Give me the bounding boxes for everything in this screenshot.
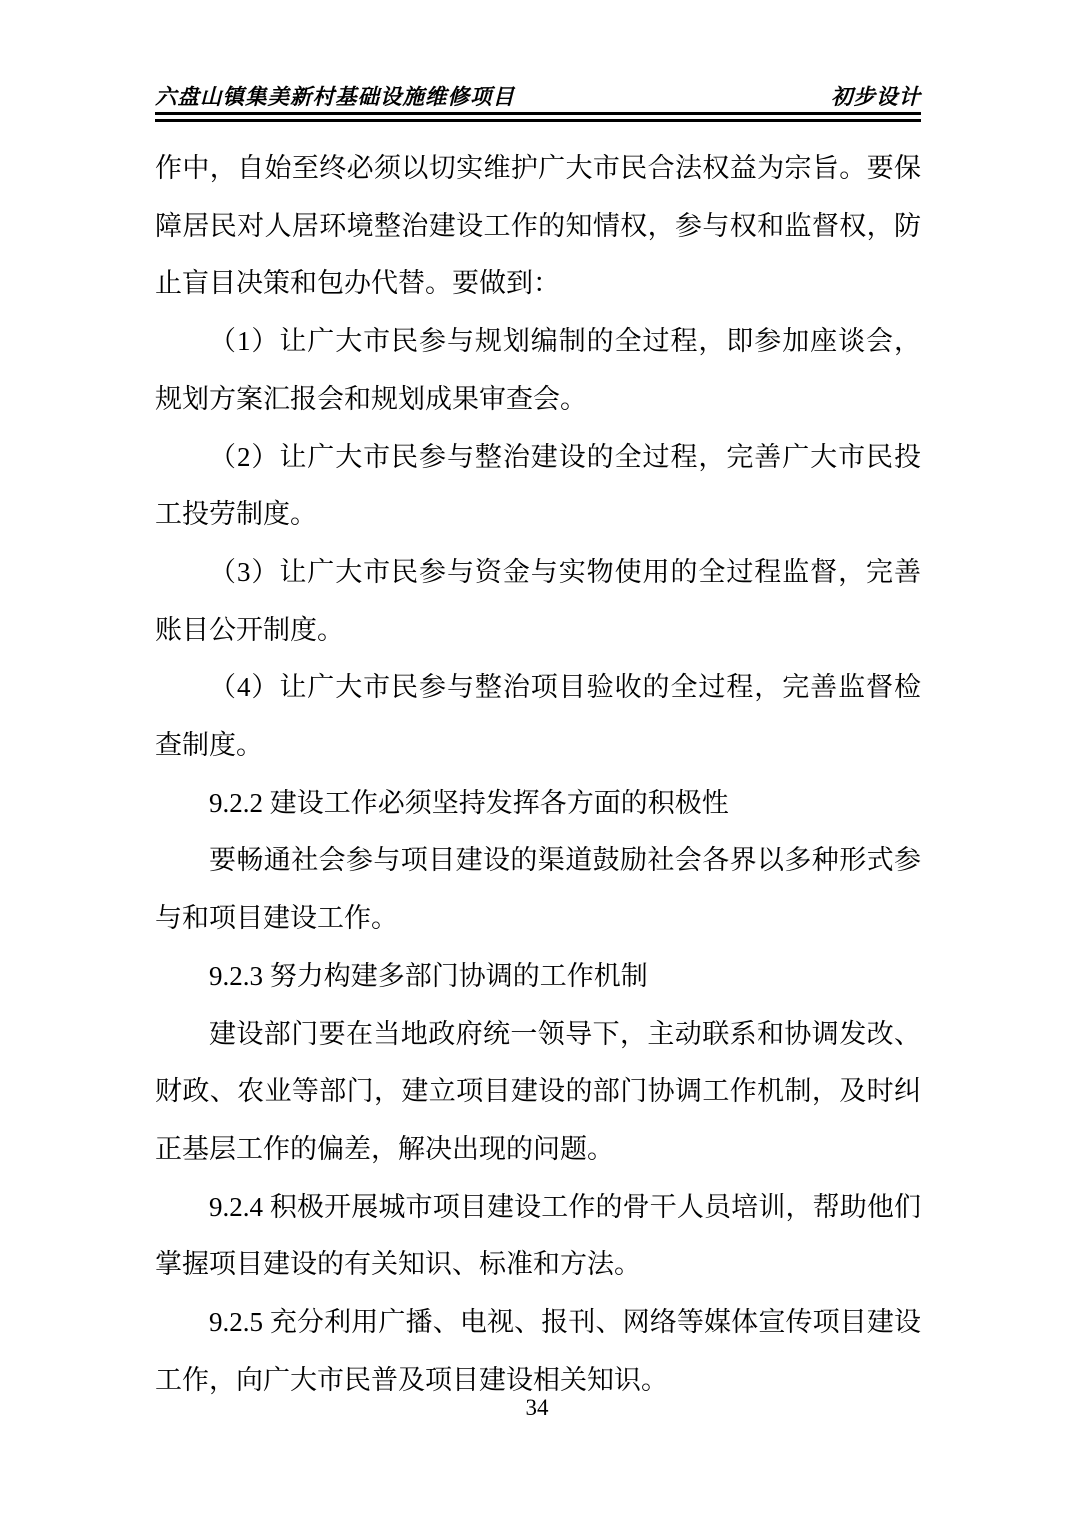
paragraph-item-1: （1）让广大市民参与规划编制的全过程，即参加座谈会，规划方案汇报会和规划成果审查会。 xyxy=(155,326,921,414)
paragraph-item-3: （3）让广大市民参与资金与实物使用的全过程监督，完善账目公开制度。 xyxy=(155,556,921,645)
paragraph-item-4: （4）让广大市民参与整治项目验收的全过程，完善监督检查制度。 xyxy=(155,672,921,761)
page-header-row xyxy=(155,86,921,109)
paragraph-continuation: 作中，自始至终必须以切实维护广大市民合法权益为宗旨。要保障居民对人居环境整治建设工作的知情权，参与权和监督权，防止盲目决策和包办代替。要做到： xyxy=(155,153,921,299)
header-left-title: 六盘山镇集美新村基础设施维修项目 xyxy=(155,85,516,109)
page-header xyxy=(155,86,921,122)
header-right-title: 初步设计 xyxy=(830,85,921,109)
paragraph-9-2-5: 9.2.5 充分利用广播、电视、报刊、网络等媒体宣传项目建设工作，向广大市民普及项目建设相关知识。 xyxy=(155,1307,921,1395)
header-double-rule xyxy=(155,112,921,122)
heading-9-2-3: 9.2.3 努力构建多部门协调的工作机制 xyxy=(209,960,648,991)
paragraph-9-2-2-body: 要畅通社会参与项目建设的渠道鼓励社会各界以多种形式参与和项目建设工作。 xyxy=(155,845,921,934)
paragraph-9-2-4: 9.2.4 积极开展城市项目建设工作的骨干人员培训，帮助他们掌握项目建设的有关知识、标准和方法。 xyxy=(155,1191,921,1280)
paragraph-9-2-3-body: 建设部门要在当地政府统一领导下，主动联系和协调发改、财政、农业等部门，建立项目建设的部门协调工作机制，及时纠正基层工作的偏差，解决出现的问题。 xyxy=(155,1018,921,1164)
heading-9-2-2: 9.2.2 建设工作必须坚持发挥各方面的积极性 xyxy=(209,787,729,818)
document-body xyxy=(155,140,921,1409)
paragraph-item-2: （2）让广大市民参与整治建设的全过程，完善广大市民投工投劳制度。 xyxy=(155,441,921,530)
page-number: 34 xyxy=(525,1395,549,1420)
page-footer xyxy=(0,1394,1074,1422)
